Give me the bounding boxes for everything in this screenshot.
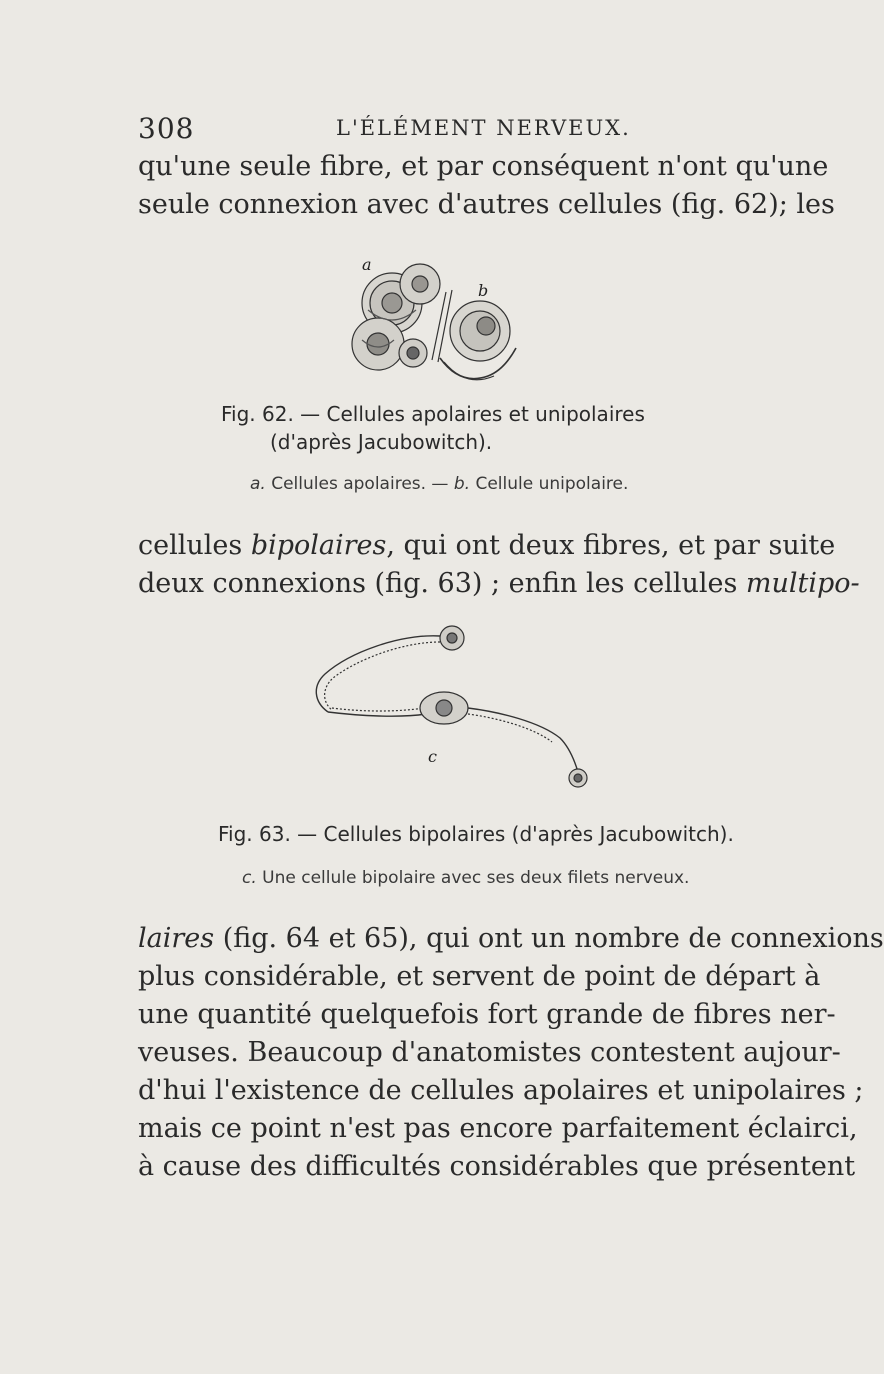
paragraph-2 — [138, 527, 860, 603]
text-line: seule connexion avec d'autres cellules (fig. 62); les — [138, 189, 835, 220]
page-number: 308 — [138, 112, 195, 145]
figure-62-title: Fig. 62. — Cellules apolaires et unipolaires — [221, 402, 645, 426]
bipolar-cell-lower — [328, 692, 587, 787]
italic-term: laires — [138, 923, 215, 954]
figure-63-illustration — [0, 612, 800, 802]
figure-62-caption-a-text: Cellules apolaires. — — [265, 474, 454, 494]
figure-63-caption — [242, 868, 689, 888]
figure-62-subtitle: (d'après Jacubowitch). — [270, 430, 493, 454]
page-header — [138, 112, 698, 148]
figure-62-illustration — [0, 240, 800, 390]
italic-term: bipolaires — [250, 530, 387, 561]
text-line: veuses. Beaucoup d'anatomistes contestent aujour- — [138, 1037, 841, 1068]
figure-62-label-a: a — [362, 255, 372, 274]
figure-63-caption-c-letter: c. — [242, 868, 257, 888]
figure-62-caption-b-text: Cellule unipolaire. — [470, 474, 629, 494]
running-title: L'ÉLÉMENT NERVEUX. — [336, 116, 631, 140]
figure-62-caption-a-letter: a. — [250, 474, 266, 494]
apolar-cells-cluster — [352, 264, 440, 370]
text-line — [138, 565, 860, 603]
figure-62-caption — [250, 474, 628, 494]
text-line: mais ce point n'est pas encore parfaitement éclairci, — [138, 1113, 858, 1144]
unipolar-cell — [432, 290, 516, 380]
figure-63 — [0, 612, 800, 902]
text-span: (fig. 64 et 65), qui ont un nombre de connexions — [214, 923, 884, 954]
text-line — [138, 920, 884, 958]
italic-term: multipo- — [745, 568, 860, 599]
text-line: une quantité quelquefois fort grande de fibres ner- — [138, 999, 836, 1030]
paragraph-1 — [138, 148, 835, 224]
figure-62 — [0, 240, 800, 510]
text-span: deux connexions (fig. 63) ; enfin les cellules — [138, 568, 746, 599]
paragraph-3 — [138, 920, 884, 1186]
figure-62-label-b: b — [478, 281, 489, 300]
text-line: d'hui l'existence de cellules apolaires et unipolaires ; — [138, 1075, 864, 1106]
text-span: , qui ont deux fibres, et par suite — [386, 530, 836, 561]
figure-63-label-c: c — [428, 747, 437, 766]
text-line — [138, 527, 836, 565]
text-span: cellules — [138, 530, 251, 561]
text-line: à cause des difficultés considérables que présentent — [138, 1151, 856, 1182]
figure-62-caption-b-letter: b. — [453, 474, 471, 494]
figure-63-title: Fig. 63. — Cellules bipolaires (d'après Jacubowitch). — [218, 822, 734, 846]
figure-63-caption-c-text: Une cellule bipolaire avec ses deux filets nerveux. — [256, 868, 690, 888]
text-line: plus considérable, et servent de point de départ à — [138, 961, 821, 992]
text-line: qu'une seule fibre, et par conséquent n'ont qu'une — [138, 151, 829, 182]
